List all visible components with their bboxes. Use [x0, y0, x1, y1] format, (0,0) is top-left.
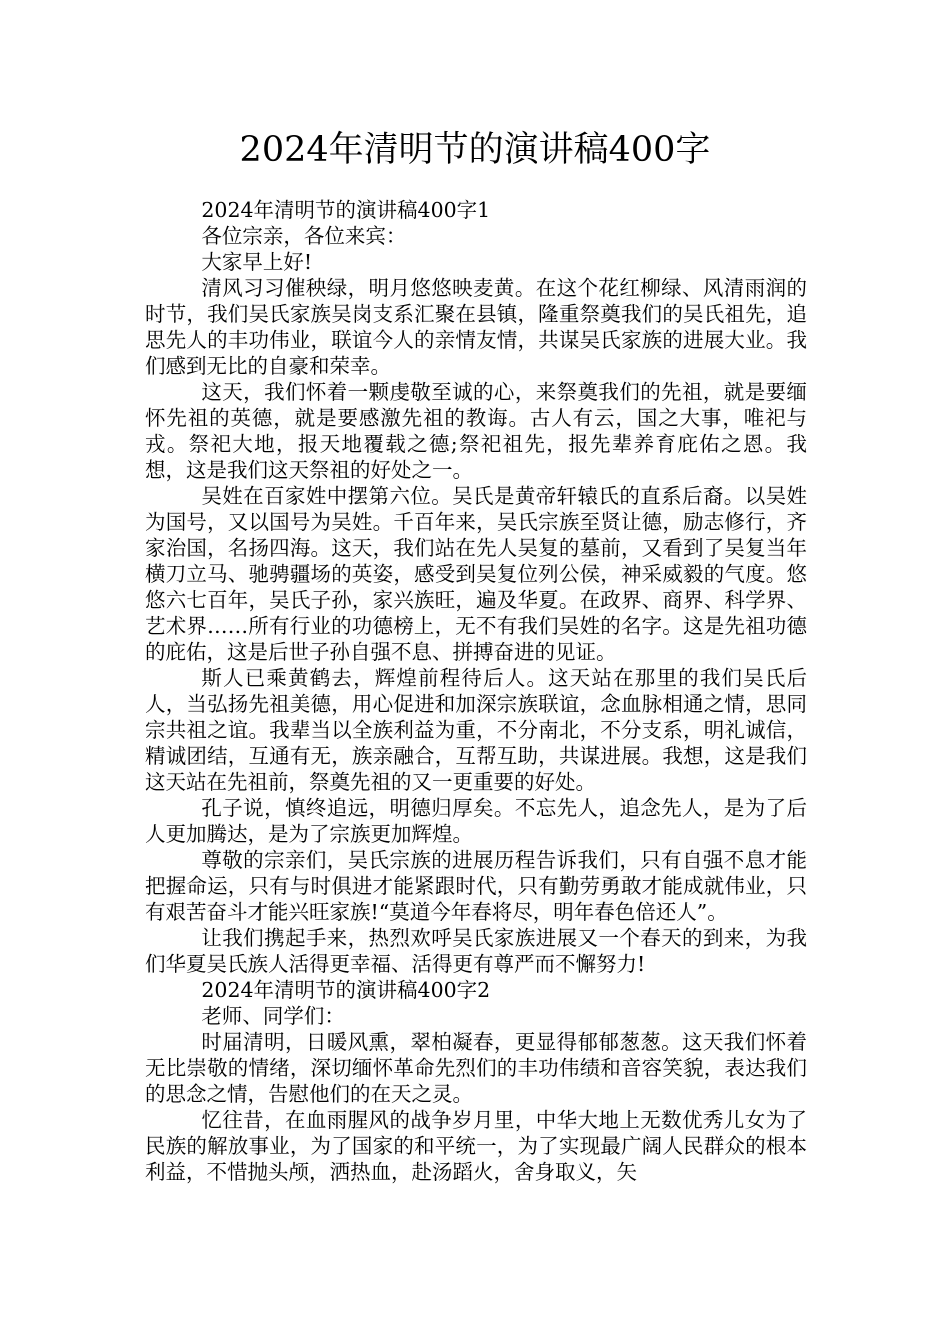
paragraph: 忆往昔，在血雨腥风的战争岁月里，中华大地上无数优秀儿女为了民族的解放事业，为了国家的和平统一，为了实现最广阔人民群众的根本利益，不惜抛头颅，洒热血，赴汤蹈火，舍身取义，矢 [145, 1108, 807, 1184]
paragraph: 让我们携起手来，热烈欢呼吴氏家族进展又一个春天的到来，为我们华夏吴氏族人活得更幸福、活得更有尊严而不懈努力! [145, 926, 807, 976]
document-title: 2024年清明节的演讲稿400字 [239, 130, 711, 170]
paragraph: 各位宗亲，各位来宾： [201, 224, 407, 248]
paragraph: 2024年清明节的演讲稿400字1 [201, 198, 491, 222]
paragraph: 清风习习催秧绿，明月悠悠映麦黄。在这个花红柳绿、风清雨润的时节，我们吴氏家族吴岗支系汇聚在县镇，隆重祭奠我们的吴氏祖先，追思先人的丰功伟业，联谊今人的亲情友情，共谋吴氏家族的进展大业。我们感到无比的自豪和荣幸。 [145, 276, 807, 378]
paragraph: 大家早上好! [201, 250, 313, 274]
paragraph: 孔子说，慎终追远，明德归厚矣。不忘先人，追念先人，是为了后人更加腾达，是为了宗族更加辉煌。 [145, 796, 807, 846]
paragraph: 吴姓在百家姓中摆第六位。吴氏是黄帝轩辕氏的直系后裔。以吴姓为国号，又以国号为吴姓。千百年来，吴氏宗族至贤让德，励志修行，齐家治国，名扬四海。这天，我们站在先人吴复的墓前，又看到了吴复当年横刀立马、驰骋疆场的英姿，感受到吴复位列公侯，神采威毅的气度。悠悠六七百年，吴氏子孙，家兴族旺，遍及华夏。在政界、商界、科学界、艺术界……所有行业的功德榜上，无不有我们吴姓的名字。这是先祖功德的庇佑，这是后世子孙自强不息、拼搏奋进的见证。 [145, 484, 807, 664]
paragraph: 斯人已乘黄鹤去，辉煌前程待后人。这天站在那里的我们吴氏后人，当弘扬先祖美德，用心促进和加深宗族联谊，念血脉相通之情，思同宗共祖之谊。我辈当以全族利益为重，不分南北，不分支系，明礼诚信，精诚团结，互通有无，族亲融合，互帮互助，共谋进展。我想，这是我们这天站在先祖前，祭奠先祖的又一更重要的好处。 [145, 666, 807, 794]
paragraph: 这天，我们怀着一颗虔敬至诚的心，来祭奠我们的先祖，就是要缅怀先祖的英德，就是要感激先祖的教诲。古人有云，国之大事，唯祀与戎。祭祀大地，报天地覆载之德;祭祀祖先，报先辈养育庇佑之恩。我想，这是我们这天祭祖的好处之一。 [145, 380, 807, 482]
paragraph: 时届清明，日暖风熏，翠柏凝春，更显得郁郁葱葱。这天我们怀着无比崇敬的情绪，深切缅怀革命先烈们的丰功伟绩和音容笑貌，表达我们的思念之情，告慰他们的在天之灵。 [145, 1030, 807, 1106]
paragraph: 老师、同学们： [201, 1004, 345, 1028]
document-body [145, 197, 807, 1185]
paragraph: 2024年清明节的演讲稿400字2 [201, 978, 491, 1002]
paragraph: 尊敬的宗亲们，吴氏宗族的进展历程告诉我们，只有自强不息才能把握命运，只有与时俱进才能紧跟时代，只有勤劳勇敢才能成就伟业，只有艰苦奋斗才能兴旺家族!“莫道今年春将尽，明年春色倍还人”。 [145, 848, 807, 924]
